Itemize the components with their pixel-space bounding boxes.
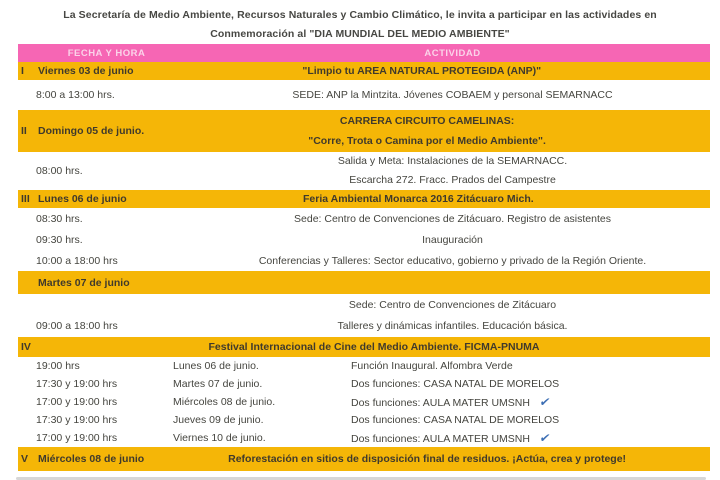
detail-text: Sede: Centro de Convenciones de Zitácuaro [348, 298, 557, 311]
detail-time: 8:00 a 13:00 hrs. [36, 89, 115, 101]
film-date: Jueves 09 de junio. [173, 414, 264, 426]
detail-time: 08:00 hrs. [36, 165, 83, 177]
section-martes-detail-row [18, 294, 710, 315]
section-5-header-row [18, 447, 710, 471]
detail-text: Inauguración [422, 233, 483, 246]
section-4-activity: Festival Internacional de Cine del Medio Ambiente. FICMA-PNUMA [208, 341, 540, 353]
section-3-activity: Feria Ambiental Monarca 2016 Zitácuaro Mich. [303, 193, 534, 205]
film-time: 17:00 y 19:00 hrs [36, 396, 118, 408]
check-icon: ✔ [538, 394, 552, 409]
section-2-activity-line-2: "Corre, Trota o Camina por el Medio Ambiente". [308, 135, 546, 147]
schedule-table [18, 44, 710, 471]
film-time: 19:00 hrs [36, 360, 80, 372]
section-5-numeral: V [21, 453, 29, 465]
section-2-activity-line-1: CARRERA CIRCUITO CAMELINAS: [339, 115, 515, 127]
detail-time: 10:00 a 18:00 hrs [36, 254, 118, 267]
film-time: 17:30 y 19:00 hrs [36, 414, 118, 426]
film-schedule-row [18, 375, 710, 393]
section-1-numeral: I [21, 65, 24, 77]
section-1-activity: "Limpio tu AREA NATURAL PROTEGIDA (ANP)" [302, 65, 542, 77]
detail-text [195, 152, 710, 190]
film-text [351, 414, 710, 426]
film-venue: Dos funciones: AULA MATER UMSNH [351, 396, 530, 409]
section-3-detail-row [18, 208, 710, 229]
film-date: Lunes 06 de junio. [173, 360, 259, 372]
section-3-date: Lunes 06 de junio [38, 193, 127, 205]
detail-time: 09:00 a 18:00 hrs [36, 320, 118, 332]
film-text [351, 378, 710, 390]
film-date: Miércoles 08 de junio. [173, 396, 276, 408]
detail-text-line-2: Escarcha 272. Fracc. Prados del Campestre [349, 174, 556, 186]
intro-line-2: Conmemoración al "DIA MUNDIAL DEL MEDIO AMBIENTE" [210, 28, 510, 40]
film-text [351, 396, 710, 409]
film-date: Martes 07 de junio. [173, 378, 263, 390]
table-header-row [18, 44, 710, 62]
section-martes-header-row [18, 271, 710, 294]
column-header-actividad: ACTIVIDAD [424, 47, 481, 59]
section-4-numeral: IV [21, 341, 31, 353]
section-2-detail-row [18, 152, 710, 190]
section-2-date: Domingo 05 de junio. [38, 125, 145, 137]
detail-text: Conferencias y Talleres: Sector educativo, gobierno y privado de la Región Oriente. [258, 254, 647, 267]
detail-time: 08:30 hrs. [36, 212, 83, 225]
film-date: Viernes 10 de junio. [173, 432, 266, 444]
film-time: 17:30 y 19:00 hrs [36, 378, 118, 390]
film-text [351, 360, 710, 372]
section-martes-date: Martes 07 de junio [38, 276, 130, 289]
section-3-numeral: III [21, 193, 30, 205]
document-header [0, 0, 720, 44]
film-schedule-row [18, 429, 710, 447]
detail-text: Sede: Centro de Convenciones de Zitácuaro. Registro de asistentes [294, 212, 611, 225]
detail-time: 09:30 hrs. [36, 233, 83, 246]
detail-text: SEDE: ANP la Mintzita. Jóvenes COBAEM y personal SEMARNACC [292, 89, 613, 101]
section-martes-detail-row [18, 315, 710, 337]
detail-text: Talleres y dinámicas infantiles. Educación básica. [337, 320, 568, 332]
film-schedule-row [18, 393, 710, 411]
section-2-header-row [18, 110, 710, 152]
section-5-date: Miércoles 08 de junio [38, 453, 145, 465]
section-3-detail-row [18, 250, 710, 271]
section-3-header-row [18, 190, 710, 208]
section-2-activity [144, 111, 710, 151]
intro-line-1: La Secretaría de Medio Ambiente, Recursos Naturales y Cambio Climático, le invita a participar en las actividades en [63, 9, 657, 21]
film-venue: Dos funciones: CASA NATAL DE MORELOS [351, 414, 560, 426]
section-4-header-row [18, 337, 710, 357]
section-1-date: Viernes 03 de junio [38, 65, 134, 77]
section-2-numeral: II [21, 125, 27, 137]
detail-text-line-1: Salida y Meta: Instalaciones de la SEMARNACC. [337, 155, 568, 167]
film-time: 17:00 y 19:00 hrs [36, 432, 118, 444]
film-schedule-row [18, 411, 710, 429]
film-venue: Dos funciones: AULA MATER UMSNH [351, 432, 530, 445]
section-5-activity: Reforestación en sitios de disposición final de residuos. ¡Actúa, crea y protege! [228, 453, 627, 465]
section-1-detail-row [18, 80, 710, 110]
film-venue: Función Inaugural. Alfombra Verde [351, 360, 513, 372]
film-schedule-row [18, 357, 710, 375]
check-icon: ✔ [538, 430, 552, 445]
section-1-header-row [18, 62, 710, 80]
film-venue: Dos funciones: CASA NATAL DE MORELOS [351, 378, 560, 390]
film-text [351, 432, 710, 445]
section-3-detail-row [18, 229, 710, 250]
column-header-fecha-y-hora: FECHA Y HORA [67, 47, 146, 59]
